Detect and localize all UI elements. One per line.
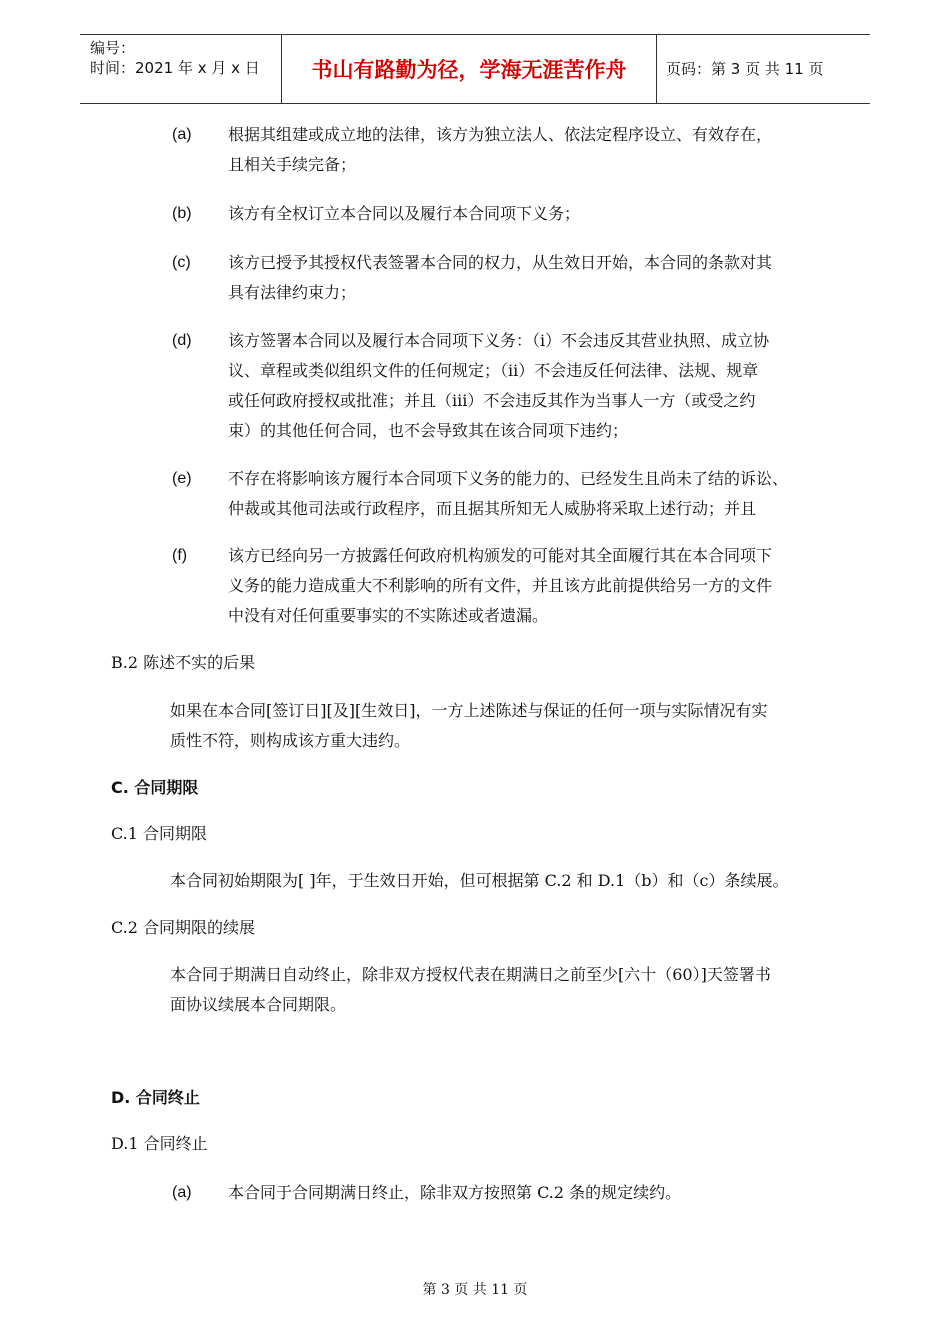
page-footer: 第 3 页 共 11 页 bbox=[422, 1282, 528, 1298]
section-text bbox=[170, 696, 860, 756]
item-label: (d) bbox=[172, 332, 192, 349]
page-label: 页码：第 3 页 共 11 页 bbox=[666, 60, 824, 78]
text-line: 且相关手续完备； bbox=[228, 155, 357, 174]
section-heading: B.2 陈述不实的后果 bbox=[111, 653, 256, 672]
header-motto-cell bbox=[281, 35, 657, 103]
item-label: (a) bbox=[172, 1184, 192, 1201]
text-line: 中没有对任何重要事实的不实陈述或者遗漏。 bbox=[228, 606, 549, 625]
time-label: 时间：2021 年 x 月 x 日 bbox=[90, 59, 260, 77]
text-line: 具有法律约束力； bbox=[228, 283, 357, 302]
section-text bbox=[170, 866, 860, 896]
section-heading: C.2 合同期限的续展 bbox=[111, 918, 256, 937]
page-header bbox=[80, 34, 870, 104]
number-label: 编号： bbox=[90, 39, 136, 57]
item-text bbox=[228, 120, 858, 180]
text-line: 议、章程或类似组织文件的任何规定；（ii）不会违反任何法律、法规、规章 bbox=[228, 361, 759, 380]
item-label: (f) bbox=[172, 547, 188, 564]
text-line: 该方有全权订立本合同以及履行本合同项下义务； bbox=[228, 204, 581, 223]
item-label: (e) bbox=[172, 470, 192, 487]
section-text bbox=[170, 960, 860, 1020]
text-line: 如果在本合同[签订日][及][生效日]，一方上述陈述与保证的任何一项与实际情况有实 bbox=[170, 701, 768, 720]
item-text bbox=[228, 541, 858, 631]
item-text bbox=[228, 1178, 858, 1208]
text-line: 义务的能力造成重大不利影响的所有文件，并且该方此前提供给另一方的文件 bbox=[228, 576, 773, 595]
item-text bbox=[228, 464, 858, 524]
text-line: 本合同初始期限为[ ]年，于生效日开始，但可根据第 C.2 和 D.1（b）和（c）条续展。 bbox=[170, 871, 789, 890]
item-text bbox=[228, 248, 858, 308]
item-label: (b) bbox=[172, 205, 192, 222]
item-text bbox=[228, 199, 858, 229]
text-line: 不存在将影响该方履行本合同项下义务的能力的、已经发生且尚未了结的诉讼、 bbox=[228, 469, 789, 488]
text-line: 根据其组建或成立地的法律，该方为独立法人、依法定程序设立、有效存在， bbox=[228, 125, 773, 144]
text-line: 该方已授予其授权代表签署本合同的权力，从生效日开始，本合同的条款对其 bbox=[228, 253, 773, 272]
text-line: 该方已经向另一方披露任何政府机构颁发的可能对其全面履行其在本合同项下 bbox=[228, 546, 773, 565]
text-line: 质性不符，则构成该方重大违约。 bbox=[170, 731, 411, 750]
text-line: 本合同于期满日自动终止，除非双方授权代表在期满日之前至少[六十（60）]天签署书 bbox=[170, 965, 771, 984]
text-line: 该方签署本合同以及履行本合同项下义务：（i）不会违反其营业执照、成立协 bbox=[228, 331, 770, 350]
text-line: 本合同于合同期满日终止，除非双方按照第 C.2 条的规定续约。 bbox=[228, 1183, 682, 1202]
header-page-cell bbox=[656, 35, 870, 103]
chapter-heading: C. 合同期限 bbox=[111, 778, 199, 797]
item-text bbox=[228, 326, 858, 446]
chapter-heading: D. 合同终止 bbox=[111, 1088, 200, 1107]
text-line: 或任何政府授权或批准；并且（iii）不会违反其作为当事人一方（或受之约 bbox=[228, 391, 756, 410]
header-info-cell bbox=[80, 35, 281, 103]
text-line: 面协议续展本合同期限。 bbox=[170, 995, 347, 1014]
item-label: (a) bbox=[172, 126, 192, 143]
item-label: (c) bbox=[172, 254, 191, 271]
text-line: 束）的其他任何合同，也不会导致其在该合同项下违约； bbox=[228, 421, 629, 440]
section-heading: D.1 合同终止 bbox=[111, 1134, 208, 1153]
section-heading: C.1 合同期限 bbox=[111, 824, 208, 843]
text-line: 仲裁或其他司法或行政程序，而且据其所知无人威胁将采取上述行动；并且 bbox=[228, 499, 757, 518]
motto: 书山有路勤为径，学海无涯苦作舟 bbox=[311, 58, 627, 82]
